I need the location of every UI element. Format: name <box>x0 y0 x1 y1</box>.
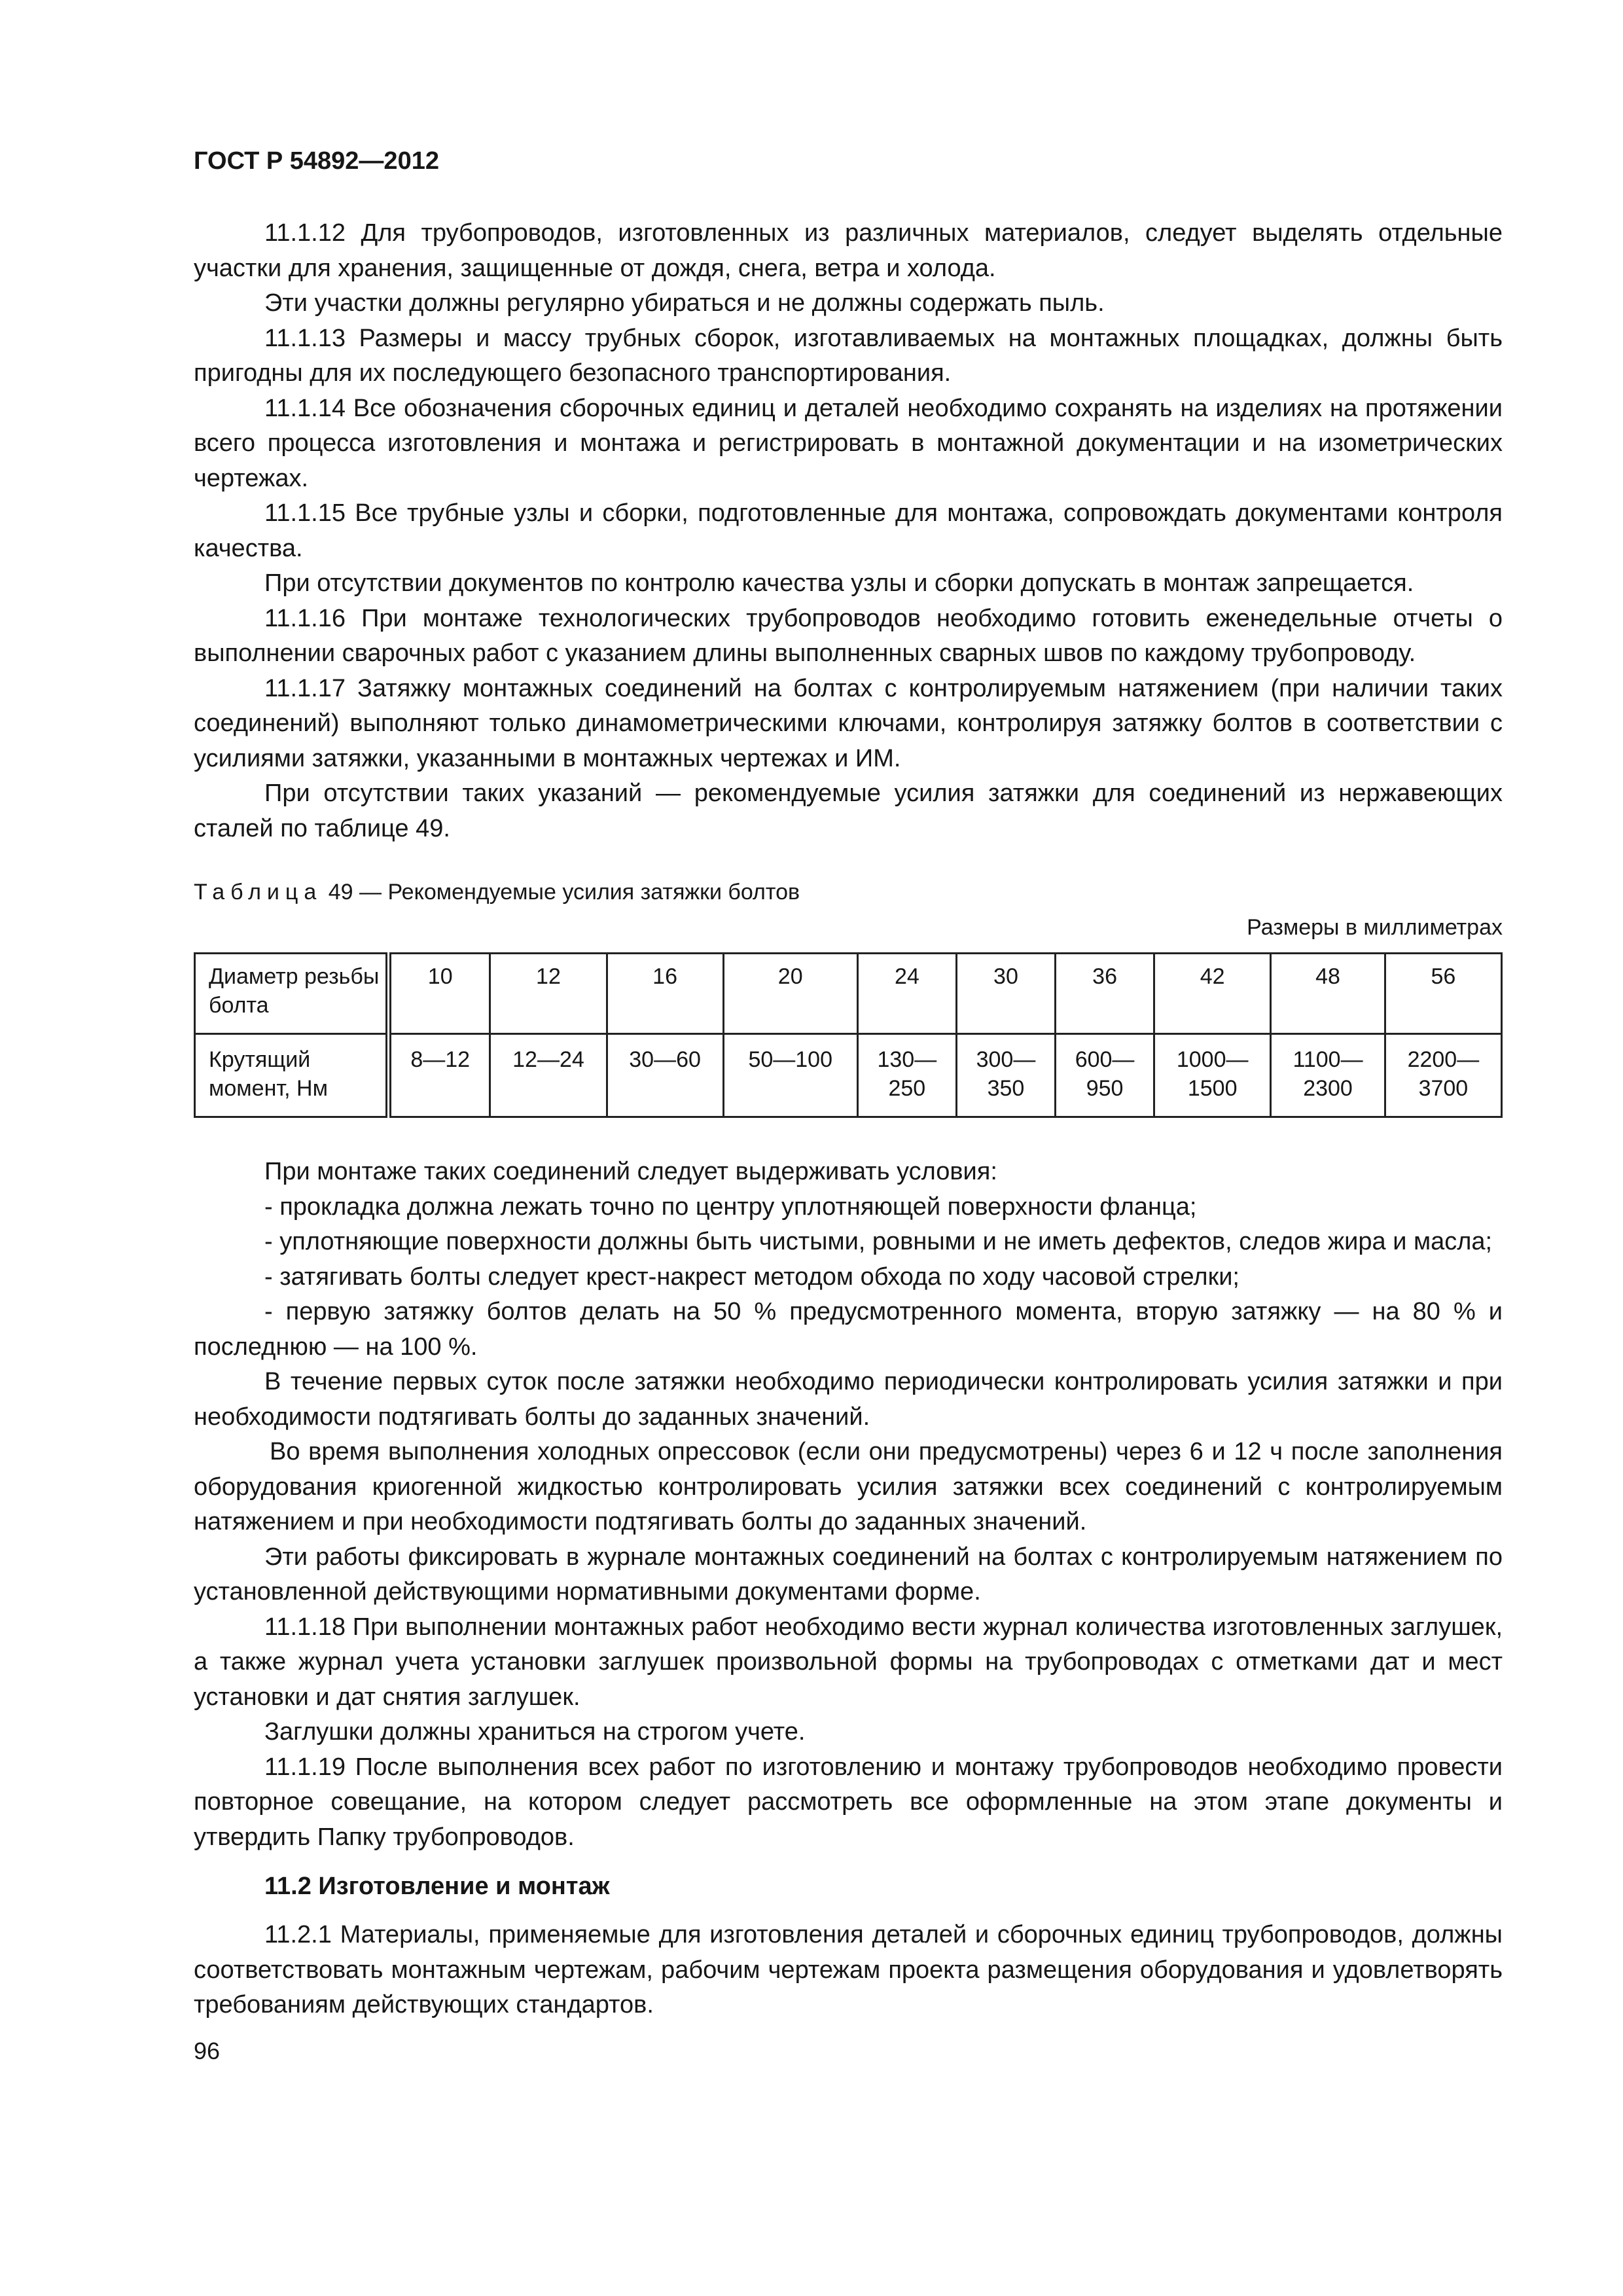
bolt-torque-table <box>194 952 1503 1118</box>
table-cell: 30 <box>956 954 1055 1034</box>
table-caption-label: Таблица <box>194 880 323 905</box>
table-cell: 2200— 3700 <box>1385 1034 1501 1117</box>
paragraph-11-1-12: 11.1.12 Для трубопроводов, изготовленных из различных материалов, следует выделять отдельные участки для хранения, защищенные от дождя, снега, ветра и холода. <box>194 219 1503 282</box>
section-paragraphs <box>194 1918 1503 2023</box>
table-cell: 42 <box>1154 954 1271 1034</box>
table-cell: 1100— 2300 <box>1271 1034 1385 1117</box>
table-cell: 30—60 <box>607 1034 723 1117</box>
table-row-torque <box>195 1034 1502 1117</box>
paragraph-11-1-14: 11.1.14 Все обозначения сборочных единиц и деталей необходимо сохранять на изделиях на протяжении всего процесса изготовления и монтажа и регистрировать в монтажной документации и на изометрических чертежах. <box>194 394 1503 492</box>
table-cell: 1000— 1500 <box>1154 1034 1271 1117</box>
table-row-diameter <box>195 954 1502 1034</box>
table-cell: 130— 250 <box>857 1034 956 1117</box>
table-cell: 56 <box>1385 954 1501 1034</box>
row-header-torque: Крутящий момент, Нм <box>195 1034 389 1117</box>
paragraphs-before-table <box>194 216 1503 846</box>
paragraph-11-1-15: 11.1.15 Все трубные узлы и сборки, подготовленные для монтажа, сопровождать документами контроля качества. <box>194 499 1503 562</box>
paragraphs-after-table <box>194 1155 1503 1855</box>
paragraph: При отсутствии документов по контролю качества узлы и сборки допускать в монтаж запрещается. <box>264 569 1414 597</box>
paragraph-11-2-1: 11.2.1 Материалы, применяемые для изготовления деталей и сборочных единиц трубопроводов, должны соответствовать монтажным чертежам, рабочим чертежам проекта размещения оборудования и удовлетворять требованиям действующих стандартов. <box>194 1921 1503 2018</box>
table-cell: 600— 950 <box>1056 1034 1154 1117</box>
paragraph: При монтаже таких соединений следует выдерживать условия: <box>264 1158 997 1185</box>
paragraph-11-1-17: 11.1.17 Затяжку монтажных соединений на болтах с контролируемым натяжением (при наличии таких соединений) выполняют только динамометрическими ключами, контролируя затяжку болтов в соответствии с усилиями затяжки, указанными в монтажных чертежах и ИМ. <box>194 674 1503 772</box>
table-cell: 16 <box>607 954 723 1034</box>
paragraph-11-1-18: 11.1.18 При выполнении монтажных работ необходимо вести журнал количества изготовленных заглушек, а также журнал учета установки заглушек произвольной формы на трубопроводах с отметками дат и мест установки и дат снятия заглушек. <box>194 1613 1503 1711</box>
page-number: 96 <box>194 2037 221 2064</box>
paragraph: Заглушки должны храниться на строгом учете. <box>264 1718 806 1746</box>
table-cell: 8—12 <box>389 1034 490 1117</box>
list-item: - затягивать болты следует крест-накрест методом обхода по ходу часовой стрелки; <box>264 1263 1240 1291</box>
paragraph: При отсутствии таких указаний — рекомендуемые усилия затяжки для соединений из нержавеющих сталей по таблице 49. <box>194 780 1503 842</box>
table-cell: 12 <box>490 954 607 1034</box>
paragraph: В течение первых суток после затяжки необходимо периодически контролировать усилия затяжки и при необходимости подтягивать болты до заданных значений. <box>194 1368 1503 1431</box>
table-units: Размеры в миллиметрах <box>1247 915 1503 940</box>
paragraph: Во время выполнения холодных опрессовок (если они предусмотрены) через 6 и 12 ч после заполнения оборудования криогенной жидкостью контролировать усилия затяжки всех соединений с контролируемым натяжением и при необходимости подтягивать болты до заданных значений. <box>194 1438 1503 1535</box>
table-caption-text: 49 — Рекомендуемые усилия затяжки болтов <box>328 880 800 905</box>
table-cell: 10 <box>389 954 490 1034</box>
paragraph-11-1-19: 11.1.19 После выполнения всех работ по изготовлению и монтажу трубопроводов необходимо провести повторное совещание, на котором следует рассмотреть все оформленные на этом этапе документы и утвердить Папку трубопроводов. <box>194 1753 1503 1851</box>
list-item: - прокладка должна лежать точно по центру уплотняющей поверхности фланца; <box>264 1193 1197 1221</box>
section-title: 11.2 Изготовление и монтаж <box>264 1873 610 1900</box>
list-item: - уплотняющие поверхности должны быть чистыми, ровными и не иметь дефектов, следов жира и масла; <box>264 1228 1493 1255</box>
table-cell: 24 <box>857 954 956 1034</box>
paragraph-11-1-13: 11.1.13 Размеры и массу трубных сборок, изготавливаемых на монтажных площадках, должны быть пригодны для их последующего безопасного транспортирования. <box>194 324 1503 387</box>
list-item: - первую затяжку болтов делать на 50 % предусмотренного момента, вторую затяжку — на 80 % и последнюю — на 100 %. <box>194 1298 1503 1361</box>
paragraph: Эти работы фиксировать в журнале монтажных соединений на болтах с контролируемым натяжением по установленной действующими нормативными документами форме. <box>194 1543 1503 1605</box>
table-cell: 48 <box>1271 954 1385 1034</box>
document-page <box>194 144 1503 2225</box>
standard-header: ГОСТ Р 54892—2012 <box>194 147 439 175</box>
paragraph: Эти участки должны регулярно убираться и не должны содержать пыль. <box>264 289 1105 317</box>
table-cell: 300— 350 <box>956 1034 1055 1117</box>
table-cell: 50—100 <box>723 1034 857 1117</box>
table-cell: 12—24 <box>490 1034 607 1117</box>
paragraph-11-1-16: 11.1.16 При монтаже технологических трубопроводов необходимо готовить еженедельные отчеты о выполнении сварочных работ с указанием длины выполненных сварных швов по каждому трубопроводу. <box>194 604 1503 667</box>
table-cell: 20 <box>723 954 857 1034</box>
row-header-diameter: Диаметр резьбы болта <box>195 954 389 1034</box>
table-cell: 36 <box>1056 954 1154 1034</box>
table-caption <box>194 876 1503 908</box>
